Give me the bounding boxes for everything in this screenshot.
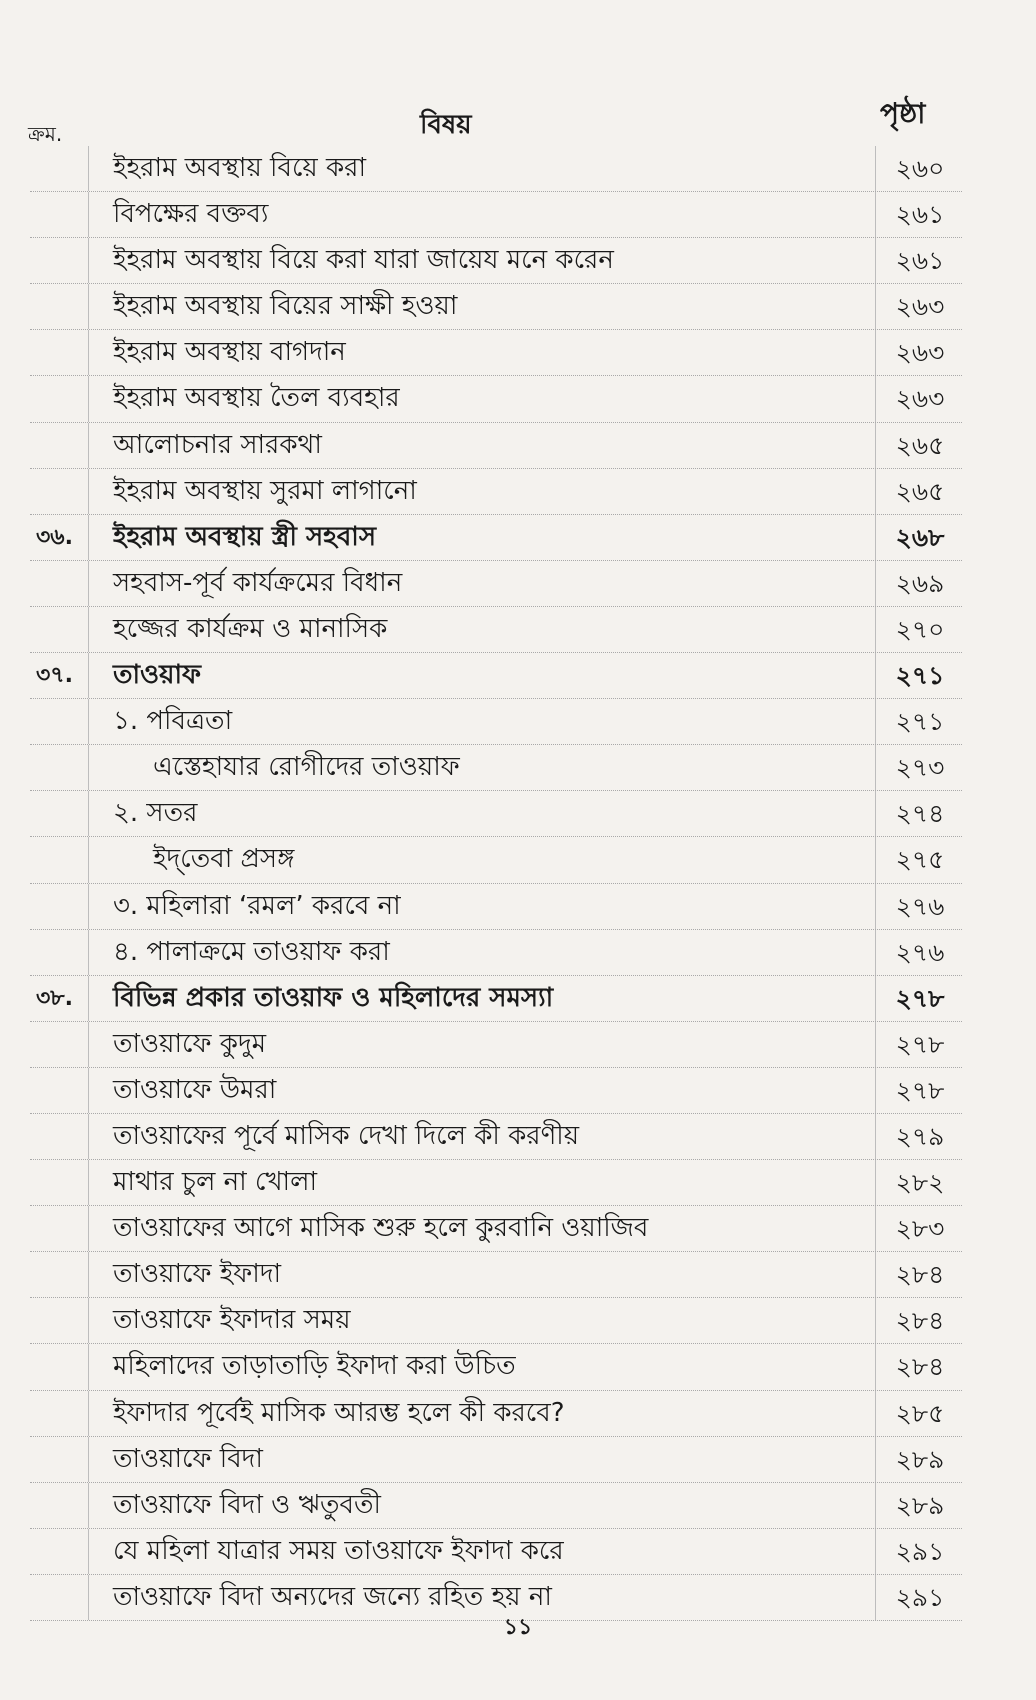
page-ref: ২৮৯ (895, 1490, 945, 1520)
topic-title: ইদ্‌তেবা প্রসঙ্গ (88, 837, 876, 882)
serial-number (30, 791, 84, 836)
topic-title: তাওয়াফের আগে মাসিক শুরু হলে কুরবানি ওয়াজিব (88, 1206, 876, 1251)
page-ref: ২৭৮ (895, 1029, 945, 1059)
page-ref: ২৮৯ (895, 1444, 945, 1474)
topic-title: ইহরাম অবস্থায় বাগদান (88, 330, 876, 375)
topic-title: ইহরাম অবস্থায় সুরমা লাগানো (88, 469, 876, 514)
toc-row (30, 976, 962, 1022)
topic-title: আলোচনার সারকথা (88, 423, 876, 468)
page-ref: ২৯১ (895, 1536, 945, 1566)
toc-row (30, 1391, 962, 1437)
serial-number: ৩৬. (36, 524, 73, 550)
topic-title: ইহরাম অবস্থায় বিয়ের সাক্ষী হওয়া (88, 284, 876, 329)
page-ref: ২৭৫ (895, 845, 945, 875)
topic-title: ইফাদার পূর্বেই মাসিক আরম্ভ হলে কী করবে? (88, 1391, 876, 1436)
page-ref: ২৬৩ (895, 384, 945, 414)
toc-row (30, 884, 962, 930)
topic-title: তাওয়াফে বিদা অন্যদের জন্যে রহিত হয় না (88, 1575, 876, 1620)
topic-title: ৩. মহিলারা ‘রমল’ করবে না (88, 884, 876, 929)
page-ref: ২৬০ (895, 154, 945, 183)
toc-row (30, 376, 962, 422)
toc-row (30, 1529, 962, 1575)
topic-title: তাওয়াফে উমরা (88, 1068, 876, 1113)
page-ref: ২৬৯ (895, 568, 945, 598)
topic-title: সহবাস-পূর্ব কার্যক্রমের বিধান (88, 561, 876, 606)
page-ref: ২৭১ (895, 661, 945, 691)
topic-title: ইহরাম অবস্থায় তৈল ব্যবহার (88, 376, 876, 421)
topic-title: ১. পবিত্রতা (88, 699, 876, 744)
topic-title: বিপক্ষের বক্তব্য (88, 192, 876, 237)
toc-row (30, 561, 962, 607)
toc-row (30, 330, 962, 376)
toc-table (30, 146, 962, 1621)
serial-number (30, 930, 84, 975)
toc-row (30, 1114, 962, 1160)
serial-number (30, 284, 84, 329)
page-ref: ২৭০ (895, 614, 945, 644)
toc-row (30, 1206, 962, 1252)
page-ref: ২৬৮ (895, 522, 945, 552)
serial-number (30, 469, 84, 514)
page-ref: ২৬৫ (895, 476, 945, 506)
page-ref: ২৭৬ (895, 937, 945, 967)
page-number: ১১ (503, 1615, 533, 1640)
page-ref: ২৮৩ (895, 1214, 945, 1244)
serial-number (30, 238, 84, 283)
topic-title: তাওয়াফে বিদা (88, 1437, 876, 1482)
serial-column-header: ক্রম. (28, 122, 63, 146)
topic-title: যে মহিলা যাত্রার সময় তাওয়াফে ইফাদা করে (88, 1529, 876, 1574)
topic-title: ২. সতর (88, 791, 876, 836)
serial-number (30, 1437, 84, 1482)
serial-number (30, 699, 84, 744)
serial-number (30, 1391, 84, 1436)
serial-number (30, 1114, 84, 1159)
topic-title: বিভিন্ন প্রকার তাওয়াফ ও মহিলাদের সমস্যা (88, 976, 876, 1021)
topic-title: ৪. পালাক্রমে তাওয়াফ করা (88, 930, 876, 975)
page-ref: ২৬৩ (895, 338, 945, 368)
serial-number (30, 1160, 84, 1205)
topic-title: মাথার চুল না খোলা (88, 1160, 876, 1205)
toc-row (30, 699, 962, 745)
toc-row (30, 1298, 962, 1344)
page-ref: ২৮২ (895, 1168, 945, 1198)
serial-number (30, 1529, 84, 1574)
topic-title: তাওয়াফ (88, 653, 876, 698)
topic-column-header: বিষয় (420, 110, 472, 140)
serial-number (30, 837, 84, 882)
page-ref: ২৭৩ (895, 753, 945, 783)
page-ref: ২৮৪ (895, 1352, 945, 1382)
page-ref: ২৭৯ (895, 1121, 945, 1151)
toc-row (30, 1022, 962, 1068)
toc-row (30, 1068, 962, 1114)
toc-row (30, 653, 962, 699)
serial-number (30, 423, 84, 468)
serial-number (30, 1298, 84, 1343)
page-ref: ২৭৮ (895, 1075, 945, 1105)
page-ref: ২৭৬ (895, 891, 945, 921)
toc-row (30, 192, 962, 238)
toc-row (30, 1437, 962, 1483)
serial-number (30, 1483, 84, 1528)
serial-number: ৩৭. (36, 663, 73, 689)
serial-number (30, 146, 84, 191)
serial-number (30, 884, 84, 929)
page-ref: ২৬১ (895, 246, 945, 276)
page-ref: ২৮৪ (895, 1306, 945, 1336)
toc-row (30, 930, 962, 976)
toc-row (30, 1344, 962, 1390)
topic-title: হজ্জের কার্যক্রম ও মানাসিক (88, 607, 876, 652)
toc-row (30, 1160, 962, 1206)
page-ref: ২৭১ (895, 707, 945, 737)
serial-number (30, 1252, 84, 1297)
topic-title: তাওয়াফে ইফাদার সময় (88, 1298, 876, 1343)
toc-row (30, 745, 962, 791)
toc-row (30, 146, 962, 192)
serial-number (30, 607, 84, 652)
topic-title: তাওয়াফে ইফাদা (88, 1252, 876, 1297)
page-ref: ২৮৫ (895, 1398, 945, 1428)
toc-row (30, 1483, 962, 1529)
serial-number (30, 745, 84, 790)
toc-row (30, 607, 962, 653)
toc-row (30, 791, 962, 837)
page-ref: ২৬১ (895, 200, 945, 230)
toc-row (30, 1252, 962, 1298)
page-column-header: পৃষ্ঠা (880, 97, 926, 130)
page-ref: ২৯১ (895, 1582, 945, 1612)
serial-number (30, 192, 84, 237)
serial-number (30, 376, 84, 421)
serial-number (30, 1022, 84, 1067)
page-ref: ২৭৪ (895, 799, 945, 829)
topic-title: ইহরাম অবস্থায় স্ত্রী সহবাস (88, 515, 876, 560)
serial-number: ৩৮. (36, 985, 73, 1011)
page-ref: ২৭৮ (895, 983, 945, 1013)
page-ref: ২৬৫ (895, 430, 945, 460)
topic-title: এস্তেহাযার রোগীদের তাওয়াফ (88, 745, 876, 790)
serial-number (30, 561, 84, 606)
topic-title: তাওয়াফে কুদুম (88, 1022, 876, 1067)
toc-row (30, 423, 962, 469)
topic-title: তাওয়াফের পূর্বে মাসিক দেখা দিলে কী করণীয় (88, 1114, 876, 1159)
page-ref: ২৮৪ (895, 1260, 945, 1290)
toc-row (30, 284, 962, 330)
topic-title: মহিলাদের তাড়াতাড়ি ইফাদা করা উচিত (88, 1344, 876, 1389)
serial-number (30, 1068, 84, 1113)
serial-number (30, 1206, 84, 1251)
toc-row (30, 238, 962, 284)
page-ref: ২৬৩ (895, 292, 945, 322)
serial-number (30, 330, 84, 375)
topic-title: ইহরাম অবস্থায় বিয়ে করা যারা জায়েয মনে করেন (88, 238, 876, 283)
toc-row (30, 837, 962, 883)
serial-number (30, 1344, 84, 1389)
topic-title: তাওয়াফে বিদা ও ঋতুবতী (88, 1483, 876, 1528)
toc-row (30, 515, 962, 561)
topic-title: ইহরাম অবস্থায় বিয়ে করা (88, 146, 876, 191)
toc-row (30, 469, 962, 515)
